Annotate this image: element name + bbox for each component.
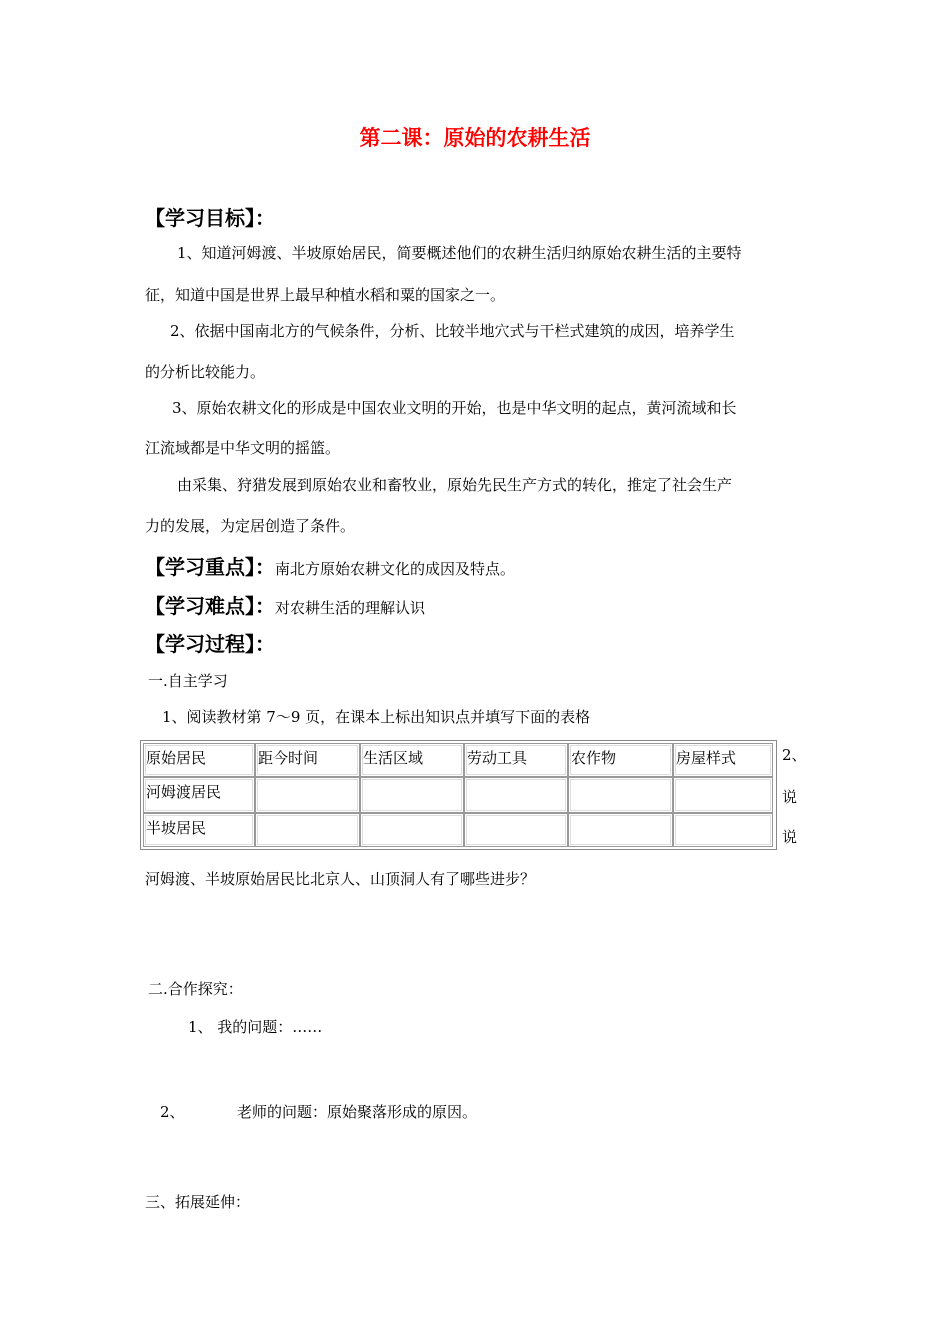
table-header-cell: 劳动工具 [464,743,568,777]
key-points [145,551,515,580]
objectives-heading: 【学习目标】： [145,206,275,230]
question-2-number: 2、 [160,1103,185,1121]
table-cell[interactable] [464,813,568,847]
table-header-cell: 房屋样式 [673,743,773,777]
table-cell[interactable] [360,813,464,847]
objective-4-line-2: 力的发展，为定居创造了条件。 [145,517,356,535]
info-table [140,740,777,850]
side-text: 说 [782,788,798,806]
table-cell[interactable] [360,777,464,813]
question-2-text: 老师的问题：原始聚落形成的原因。 [237,1103,478,1121]
table-cell[interactable] [568,777,673,813]
table-cell[interactable] [673,777,773,813]
objective-3-line-2: 江流域都是中华文明的摇篮。 [145,439,341,457]
question-1: 1、 我的问题：…… [188,1018,323,1036]
table-header-cell: 生活区域 [360,743,464,777]
side-text: 说 [782,828,798,846]
objective-1-line-1: 1、知道河姆渡、半坡原始居民，简要概述他们的农耕生活归纳原始农耕生活的主要特 [177,244,742,262]
objective-3-line-1: 3、原始农耕文化的形成是中国农业文明的开始，也是中华文明的起点，黄河流域和长 [172,399,737,417]
table-cell: 河姆渡居民 [143,777,255,813]
objective-4-line-1: 由采集、狩猎发展到原始农业和畜牧业，原始先民生产方式的转化，推定了社会生产 [177,476,733,494]
table-cell[interactable] [464,777,568,813]
process-heading: 【学习过程】： [145,632,275,656]
table-cell[interactable] [255,813,360,847]
key-points-text: 南北方原始农耕文化的成因及特点。 [275,560,516,578]
section-self-study: 一.自主学习 [148,672,228,690]
table-header-cell: 距今时间 [255,743,360,777]
difficulties-text: 对农耕生活的理解认识 [275,599,426,617]
section-cooperative: 二.合作探究： [148,980,243,998]
table-cell: 半坡居民 [143,813,255,847]
key-points-heading: 【学习重点】： [145,555,275,579]
section-extension: 三、拓展延伸： [145,1193,251,1211]
objective-2-line-1: 2、依据中国南北方的气候条件，分析、比较半地穴式与干栏式建筑的成因，培养学生 [170,322,735,340]
side-text: 2、 [782,746,807,764]
table-header-cell: 农作物 [568,743,673,777]
table-cell[interactable] [673,813,773,847]
difficulties-heading: 【学习难点】： [145,594,275,618]
difficulties [145,590,425,619]
table-cell[interactable] [255,777,360,813]
objective-2-line-2: 的分析比较能力。 [145,363,266,381]
objective-1-line-2: 征，知道中国是世界上最早种植水稻和粟的国家之一。 [145,286,506,304]
task-1: 1、阅读教材第 7～9 页，在课本上标出知识点并填写下面的表格 [162,708,591,726]
table-header-cell: 原始居民 [143,743,255,777]
page-title: 第二课：原始的农耕生活 [359,126,591,150]
table-cell[interactable] [568,813,673,847]
task-2: 河姆渡、半坡原始居民比北京人、山顶洞人有了哪些进步？ [145,870,536,888]
